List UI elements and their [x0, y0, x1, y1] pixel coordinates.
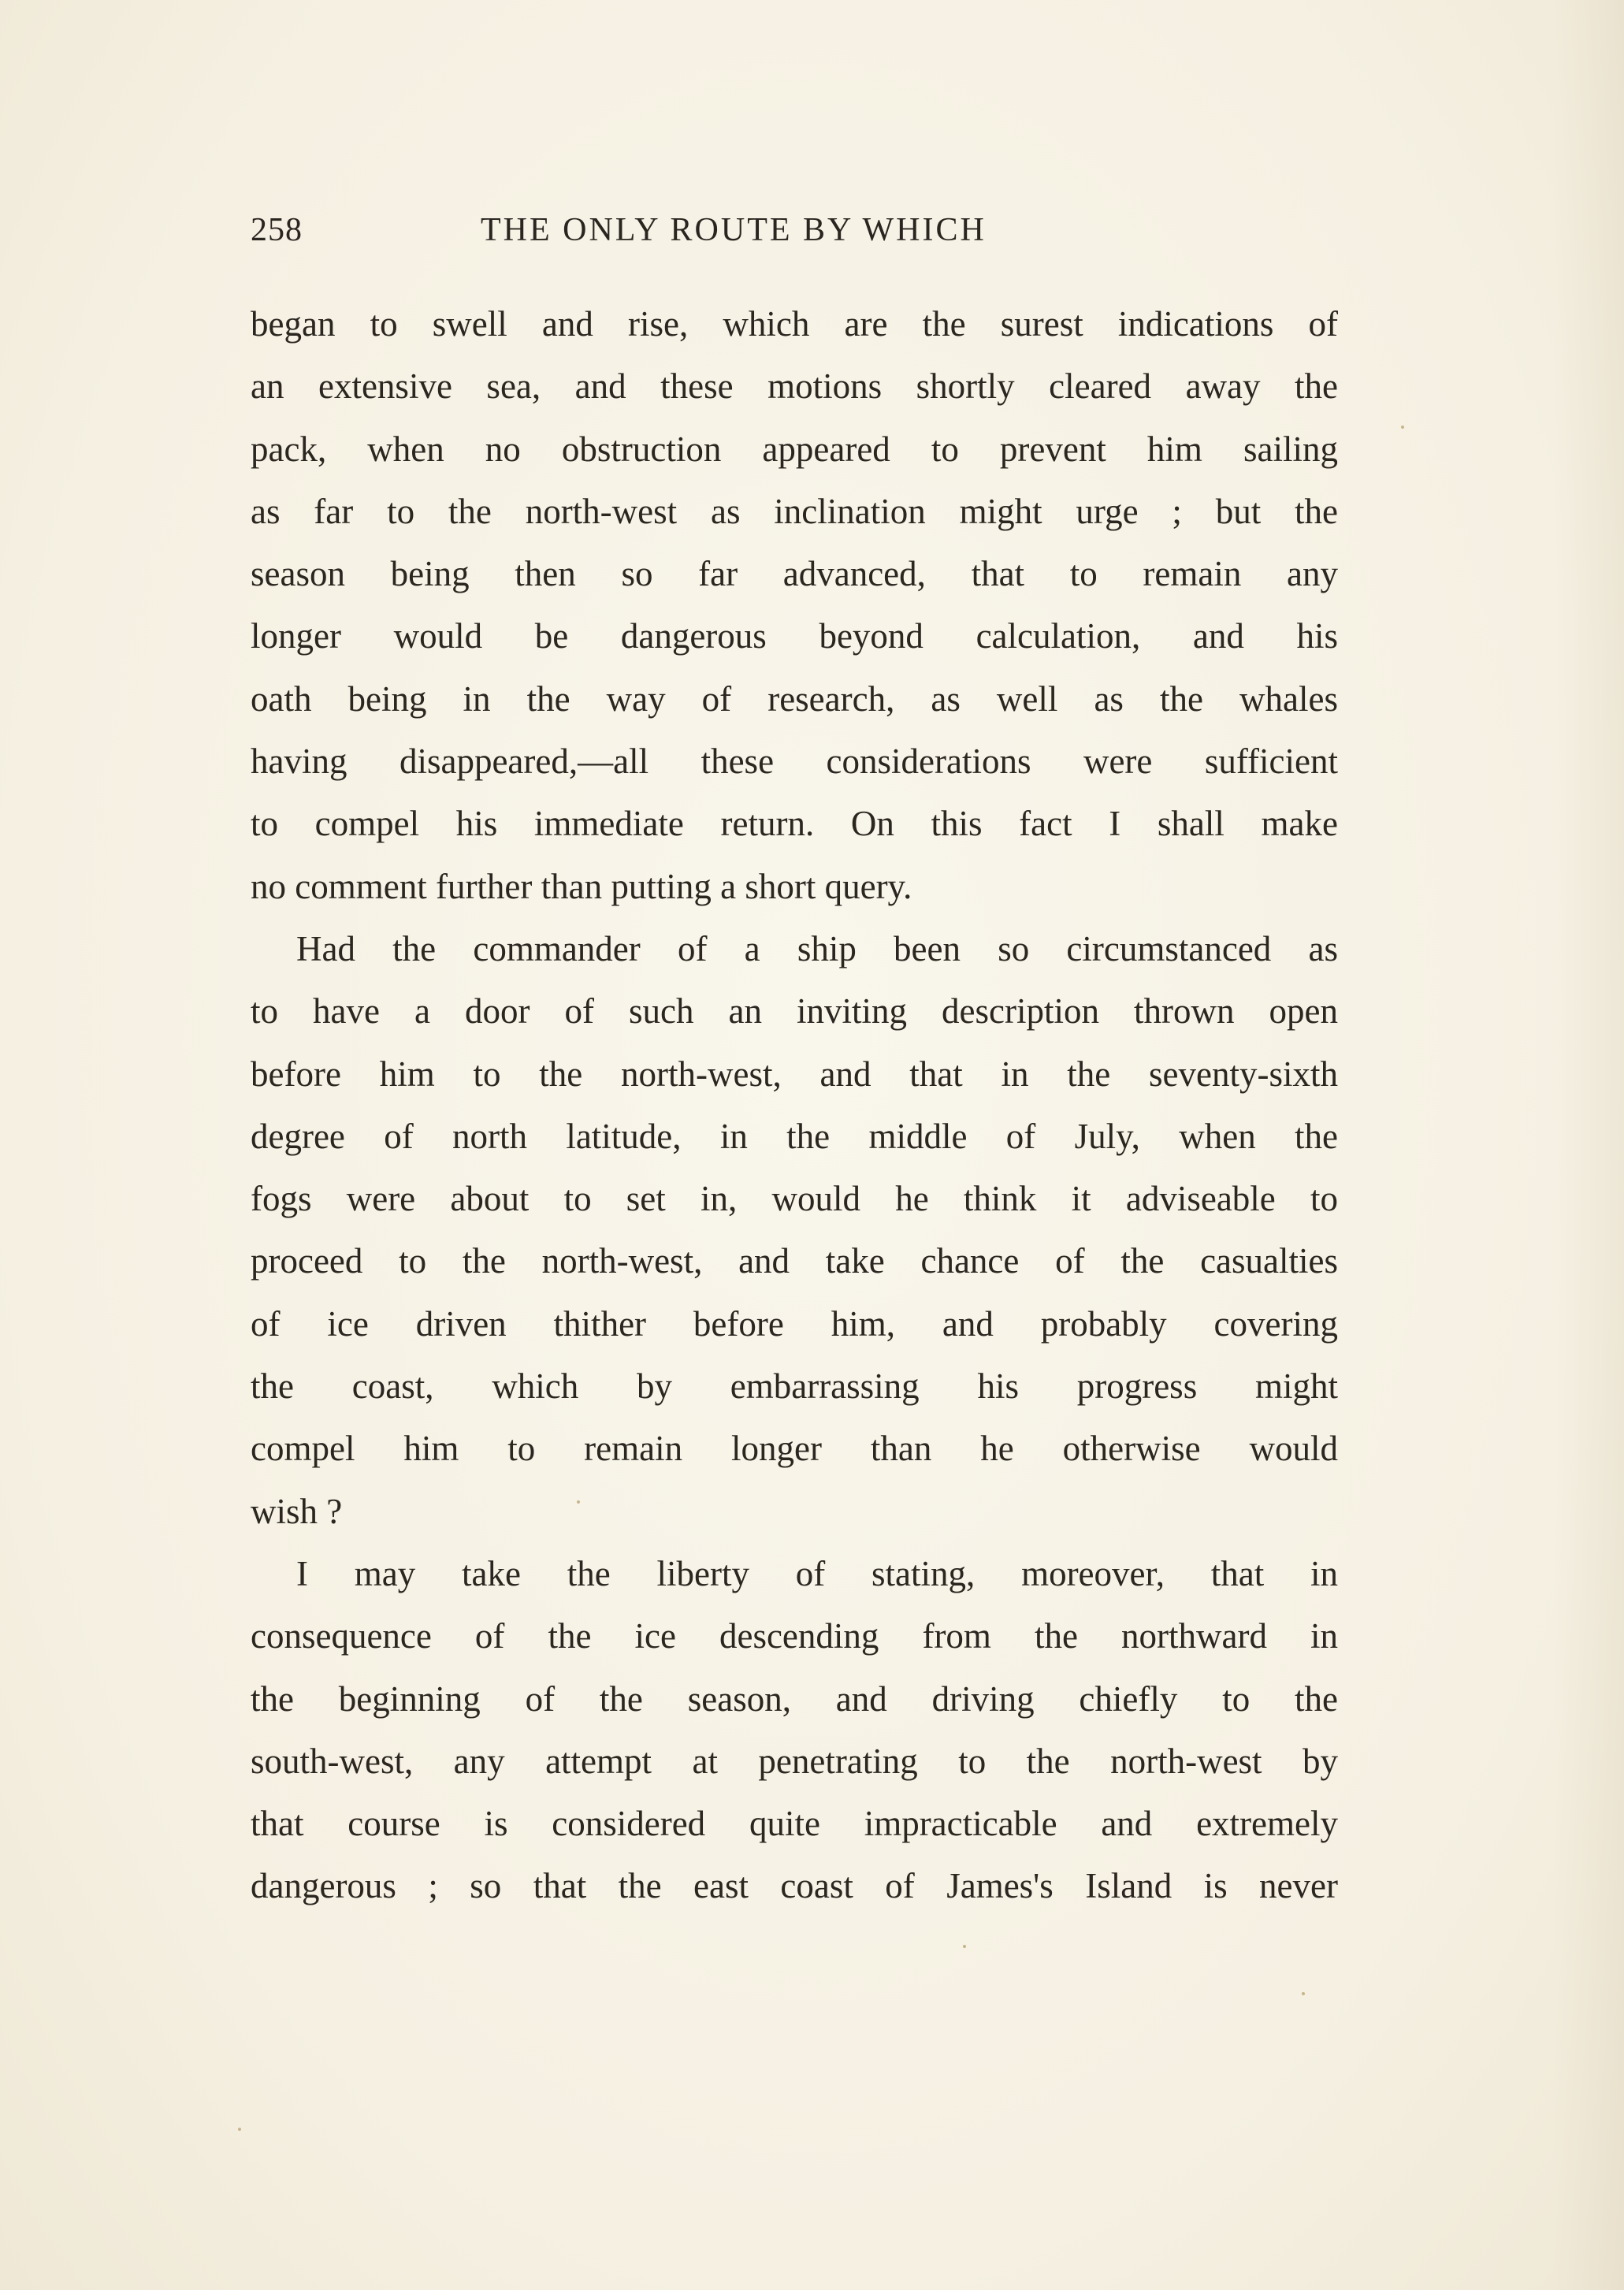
text-line: compel him to remain longer than he otherwise would	[251, 1429, 1338, 1469]
text-line: the coast, which by embarrassing his progress might	[251, 1366, 1338, 1407]
paragraph-1	[251, 293, 1338, 918]
text-line: consequence of the ice descending from the northward in	[251, 1616, 1338, 1656]
paragraph-2	[251, 918, 1338, 1543]
paper-speck	[963, 1945, 966, 1948]
text-line: degree of north latitude, in the middle of July, when the	[251, 1116, 1338, 1156]
paragraph-3	[251, 1543, 1338, 1918]
text-line: I may take the liberty of stating, moreover, that in	[296, 1553, 1338, 1593]
text-line: to compel his immediate return. On this fact I shall make	[251, 804, 1338, 844]
running-title: THE ONLY ROUTE BY WHICH	[481, 212, 987, 248]
text-line: no comment further than putting a short query.	[251, 866, 912, 906]
text-line: to have a door of such an inviting description thrown open	[251, 991, 1338, 1032]
text-line: as far to the north-west as inclination might urge ; but the	[251, 491, 1338, 531]
paper-speck	[1302, 1992, 1305, 1995]
text-line: before him to the north-west, and that in the seventy-sixth	[251, 1054, 1338, 1094]
text-line: wish ?	[251, 1491, 343, 1531]
page-number: 258	[251, 212, 303, 248]
text-line: pack, when no obstruction appeared to prevent him sailing	[251, 429, 1338, 469]
paper-speck	[1401, 426, 1404, 429]
text-line: season being then so far advanced, that to remain any	[251, 554, 1338, 594]
text-line: proceed to the north-west, and take chance of the casualties	[251, 1241, 1338, 1281]
text-line: dangerous ; so that the east coast of James's Island is never	[251, 1866, 1338, 1906]
paper-speck	[577, 1500, 580, 1504]
text-line: began to swell and rise, which are the surest indications of	[251, 304, 1338, 344]
text-line: that course is considered quite impracticable and extremely	[251, 1804, 1338, 1844]
body-text	[251, 293, 1338, 1918]
paper-speck	[238, 2128, 241, 2131]
page-edge-shading	[1553, 0, 1624, 2290]
text-line: the beginning of the season, and driving chiefly to the	[251, 1678, 1338, 1719]
text-line: fogs were about to set in, would he think it adviseable to	[251, 1179, 1338, 1219]
page-header	[251, 211, 1338, 258]
text-line: oath being in the way of research, as well as the whales	[251, 678, 1338, 719]
text-line: Had the commander of a ship been so circumstanced as	[296, 928, 1338, 968]
text-line: having disappeared,—all these considerations were sufficient	[251, 742, 1338, 782]
text-line: of ice driven thither before him, and probably covering	[251, 1303, 1338, 1344]
text-line: an extensive sea, and these motions shortly cleared away the	[251, 366, 1338, 407]
text-line: south-west, any attempt at penetrating to the north-west by	[251, 1741, 1338, 1781]
text-line: longer would be dangerous beyond calculation, and his	[251, 616, 1338, 656]
